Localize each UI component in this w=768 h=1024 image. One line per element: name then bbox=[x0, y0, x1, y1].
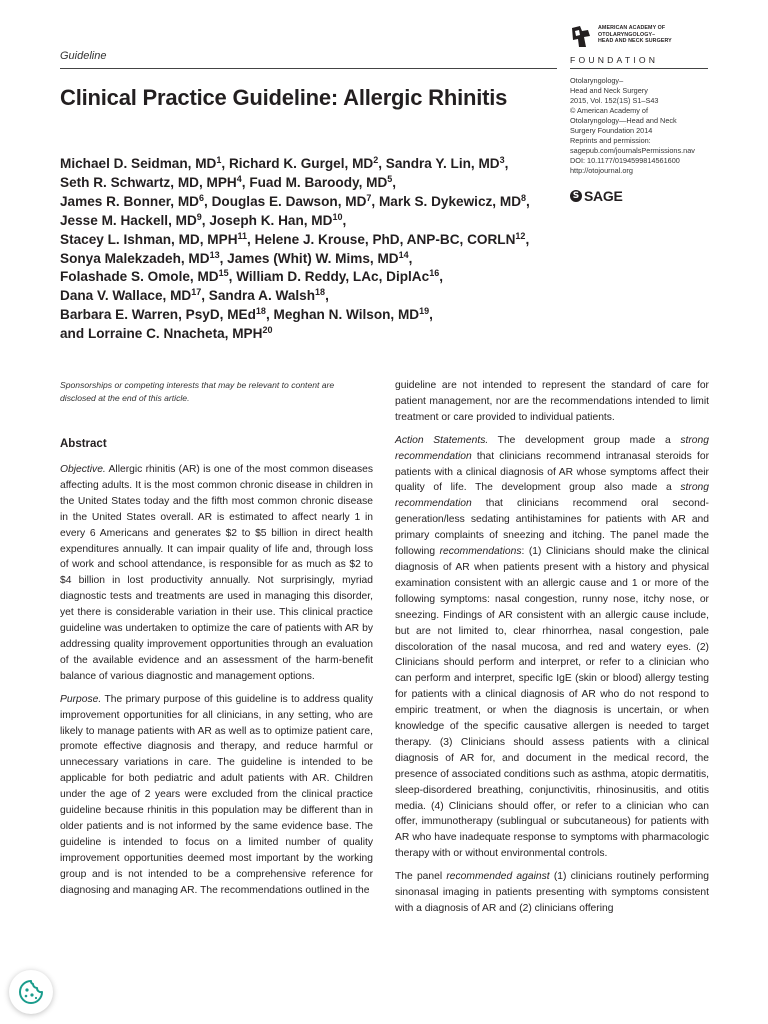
affiliation-superscript: 18 bbox=[255, 306, 266, 317]
author-name: Sonya Malekzadeh, MD bbox=[60, 250, 210, 266]
strong-recommendation-term: strong recommendation bbox=[395, 482, 709, 510]
affiliation-superscript: 8 bbox=[521, 192, 527, 203]
panel-text: (1) clinicians routinely performing sinonasal imaging in patients presenting with symptoms consistent with a diagnosis of AR and (2) clinicians offering bbox=[395, 871, 709, 914]
doi-link[interactable]: DOI: 10.1177/0194599814561600 bbox=[570, 156, 680, 165]
author-name: , bbox=[408, 250, 413, 266]
affiliation-superscript: 2 bbox=[373, 155, 379, 165]
affiliation-superscript: 19 bbox=[419, 306, 430, 317]
author-name: Seth R. Schwartz, MD, MPH bbox=[60, 174, 237, 190]
objective-lead: Objective. bbox=[60, 464, 106, 475]
abstract-heading: Abstract bbox=[60, 438, 107, 450]
cookie-settings-button[interactable] bbox=[9, 970, 53, 1014]
objective-text: Allergic rhinitis (AR) is one of the most common diseases affecting adults. It is the most common chronic disease in children in the United States today and the fifth most common chronic disease in the United States overall. AR is estimated to affect nearly 1 in every 6 Americans and generates $2 to $5 billion in direct health expenditures annually. It can impair quality of life and, through loss of work and school attendance, is responsible for as much as $2 to $4 billion in lost productivity annually. Not surprisingly, myriad diagnostic tests and treatments are used in managing this disorder, yet there is considerable variation in their use. This clinical practice guideline was undertaken to optimize the care of patients with AR by addressing quality improvement opportunities through an evaluation of the available evidence and an assessment of the harm-benefit balance of various diagnostic and management options. bbox=[60, 464, 373, 682]
author-name: , Joseph K. Han, MD bbox=[201, 212, 333, 228]
strong-recommendation-term: strong recommendation bbox=[395, 434, 709, 462]
author-name: James R. Bonner, MD bbox=[60, 193, 199, 209]
author-name: , bbox=[392, 174, 397, 190]
article-title: Clinical Practice Guideline: Allergic Rhinitis bbox=[60, 85, 508, 110]
journal-info-line: 2015, Vol. 152(1S) S1–S43 bbox=[570, 96, 659, 105]
purpose-text: The primary purpose of this guideline is to address quality improvement opportunities for all clinicians, in any setting, who are likely to manage patients with AR as well as to optimize patient care, promote effective diagnosis and therapy, and reduce harmful or unnecessary variations in care. The guideline is intended to be applicable for both pediatric and adult patients with AR. Children under the age of 2 years were excluded from the clinical practice guideline because rhinitis in this population may be different than in older patients and is not informed by the same evidence base. The guideline is intended to focus on a limited number of quality improvement opportunities deemed most important by the working group and is not intended to be a comprehensive reference for diagnosing and managing AR. The recommendations outlined in the bbox=[60, 693, 373, 896]
author-line bbox=[60, 325, 580, 344]
author-name: , bbox=[439, 269, 443, 285]
author-name: Barbara E. Warren, PsyD, MEd bbox=[60, 307, 256, 323]
aao-hnsf-logo bbox=[570, 25, 705, 65]
author-line bbox=[60, 174, 580, 193]
author-name: , Richard K. Gurgel, MD bbox=[221, 156, 374, 171]
author-line bbox=[60, 193, 580, 212]
author-name: , William D. Reddy, LAc, DiplAc bbox=[228, 269, 430, 285]
journal-info-line: Reprints and permission: bbox=[570, 136, 651, 145]
author-line bbox=[60, 212, 580, 231]
abstract-right-column bbox=[395, 378, 709, 917]
author-name: , Sandra Y. Lin, MD bbox=[378, 156, 500, 171]
logo-line: AMERICAN ACADEMY OF bbox=[598, 25, 666, 31]
author-line bbox=[60, 155, 580, 174]
logo-line: HEAD AND NECK SURGERY bbox=[598, 38, 672, 45]
author-name: , James (Whit) W. Mims, MD bbox=[219, 250, 399, 266]
author-line bbox=[60, 287, 580, 306]
affiliation-superscript: 7 bbox=[366, 192, 372, 203]
author-line bbox=[60, 268, 580, 287]
author-name: and Lorraine C. Nnacheta, MPH bbox=[60, 326, 263, 342]
journal-rule bbox=[570, 68, 708, 69]
author-name: , bbox=[504, 156, 509, 171]
affiliation-superscript: 6 bbox=[199, 192, 205, 203]
continuation-paragraph: guideline are not intended to represent the standard of care for patient management, nor are the recommendations intended to limit treatment or care provided to individual patients. bbox=[395, 380, 709, 423]
journal-info-line: © American Academy of bbox=[570, 106, 648, 115]
purpose-paragraph bbox=[60, 692, 373, 899]
author-name: Dana V. Wallace, MD bbox=[60, 288, 192, 304]
author-name: , Fuad M. Baroody, MD bbox=[241, 174, 388, 190]
affiliation-superscript: 14 bbox=[398, 249, 409, 260]
author-list bbox=[60, 155, 580, 344]
author-line bbox=[60, 231, 580, 250]
author-name: , Helene J. Krouse, PhD, ANP-BC, CORLN bbox=[247, 231, 516, 247]
journal-info-line: Head and Neck Surgery bbox=[570, 86, 648, 95]
author-name: Folashade S. Omole, MD bbox=[60, 269, 219, 285]
action-text: The development group made a bbox=[488, 434, 681, 446]
abstract-left-column bbox=[60, 462, 373, 898]
cookie-icon bbox=[17, 978, 45, 1006]
affiliation-superscript: 9 bbox=[196, 211, 202, 222]
sponsorship-note: Sponsorships or competing interests that may be relevant to content are disclosed at the end of this article. bbox=[60, 380, 335, 403]
affiliation-superscript: 17 bbox=[191, 287, 202, 298]
author-name: , Mark S. Dykewicz, MD bbox=[371, 193, 522, 209]
logo-text bbox=[598, 25, 672, 45]
author-name: , Sandra A. Walsh bbox=[201, 288, 316, 304]
affiliation-superscript: 12 bbox=[515, 230, 526, 241]
author-name: Michael D. Seidman, MD bbox=[60, 156, 217, 171]
action-statements-lead: Action Statements. bbox=[395, 434, 489, 446]
author-name: , bbox=[525, 231, 530, 247]
affiliation-superscript: 18 bbox=[315, 287, 326, 298]
journal-info-line: Otolaryngology– bbox=[570, 76, 624, 85]
author-name: Stacey L. Ishman, MD, MPH bbox=[60, 231, 238, 247]
foundation-emblem-icon bbox=[570, 25, 592, 49]
affiliation-superscript: 15 bbox=[218, 268, 229, 279]
journal-info-line: Otolaryngology—Head and Neck bbox=[570, 116, 677, 125]
affiliation-superscript: 5 bbox=[387, 173, 393, 184]
affiliation-superscript: 11 bbox=[237, 230, 248, 241]
affiliation-superscript: 10 bbox=[332, 211, 343, 222]
journal-url-link[interactable]: http://otojournal.org bbox=[570, 166, 633, 175]
author-name: , Douglas E. Dawson, MD bbox=[204, 193, 367, 209]
logo-foundation: FOUNDATION bbox=[570, 55, 659, 65]
affiliation-superscript: 3 bbox=[499, 155, 505, 165]
journal-info-line: Surgery Foundation 2014 bbox=[570, 126, 653, 135]
affiliation-superscript: 13 bbox=[209, 249, 220, 260]
header-rule bbox=[60, 68, 557, 69]
recommended-against-term: recommended against bbox=[446, 871, 550, 883]
author-name: , Meghan N. Wilson, MD bbox=[265, 307, 420, 323]
journal-info-link[interactable]: sagepub.com/journalsPermissions.nav bbox=[570, 146, 695, 155]
author-line bbox=[60, 250, 580, 269]
panel-paragraph bbox=[395, 869, 709, 917]
action-statements-paragraph bbox=[395, 433, 709, 862]
affiliation-superscript: 16 bbox=[429, 268, 440, 279]
affiliation-superscript: 4 bbox=[236, 173, 242, 184]
sage-mark-icon: S bbox=[570, 190, 582, 202]
author-name: Jesse M. Hackell, MD bbox=[60, 212, 197, 228]
author-name: , bbox=[429, 307, 433, 323]
panel-text: The panel bbox=[395, 871, 447, 883]
journal-info bbox=[570, 76, 740, 176]
affiliation-superscript: 20 bbox=[262, 325, 273, 336]
purpose-lead: Purpose. bbox=[60, 693, 102, 705]
author-name: , bbox=[325, 288, 329, 304]
section-label: Guideline bbox=[60, 50, 107, 62]
author-name: , bbox=[526, 193, 530, 209]
sage-wordmark: SAGE bbox=[584, 188, 623, 204]
action-text: : (1) Clinicians should make the clinical diagnosis of AR when patients present with a history and physical examination consistent with an allergic cause and 1 or more of the following symptoms: nasal congestion, runny nose, itchy nose, or sneezing. Findings of AR consistent with an allergic cause include, but are not limited to, clear rhinorrhea, nasal congestion, pale discoloration of the nasal mucosa, and red and watery eyes. (2) Clinicians should perform and interpret, or refer to a clinician who can perform and interpret, specific IgE (skin or blood) allergy testing for patients with a clinical diagnosis of AR who do not respond to empiric treatment, or when the diagnosis is uncertain, or when knowledge of the specific causative allergen is needed to target therapy. (3) Clinicians should assess patients with a clinical diagnosis of AR for, and document in the medical record, the presence of associated conditions such as asthma, atopic dermatitis, sleep-disordered breathing, conjunctivitis, rhinosinusitis, and otitis media. (4) Clinicians should offer, or refer to a clinician who can offer, immunotherapy (sublingual or subcutaneous) for patients with AR who have inadequate response to symptoms with pharmacologic therapy with or without environmental controls. bbox=[395, 546, 709, 860]
action-text: that clinicians recommend intranasal steroids for patients with a clinical diagnosis of AR whose symptoms affect their quality of life. The development group also made a bbox=[395, 450, 709, 494]
logo-line: OTOLARYNGOLOGY– bbox=[598, 31, 656, 38]
author-name: , bbox=[342, 212, 347, 228]
objective-paragraph bbox=[60, 462, 373, 685]
affiliation-superscript: 1 bbox=[216, 155, 222, 165]
recommendations-term: recommendations bbox=[439, 546, 522, 558]
action-text: that clinicians recommend oral second-generation/less sedating antihistamines for patients with AR and primary complaints of sneezing and itching. The panel made the following bbox=[395, 498, 709, 558]
author-line bbox=[60, 306, 580, 325]
